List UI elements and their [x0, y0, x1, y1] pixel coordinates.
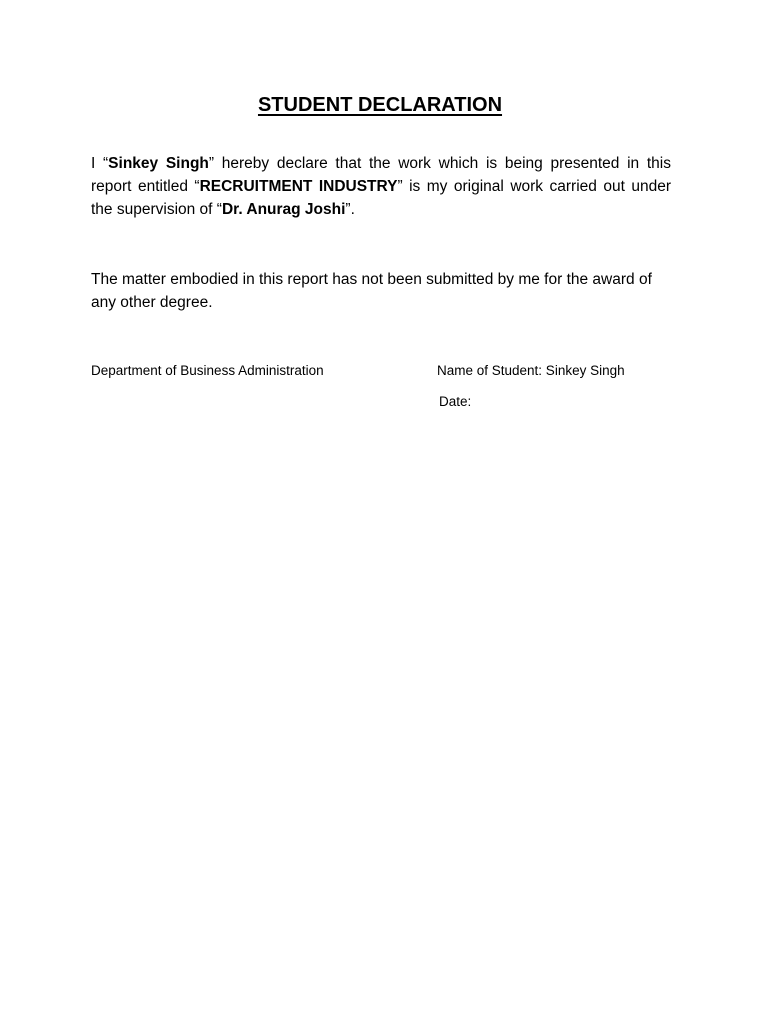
department-label: Department of Business Administration: [91, 363, 324, 378]
declaration-text-2: ” is my original work carried out under the supervision of “: [91, 178, 671, 218]
declaration-text-1: ” hereby declare that the work which is being presented in this report entitled “: [91, 155, 671, 195]
report-title: RECRUITMENT INDUSTRY: [199, 178, 398, 195]
page-title: STUDENT DECLARATION: [257, 94, 503, 116]
supervisor-name: Dr. Anurag Joshi: [221, 201, 346, 218]
declaration-suffix: ”.: [345, 201, 355, 218]
date-label: Date:: [439, 394, 472, 409]
non-submission-paragraph: The matter embodied in this report has not been submitted by me for the award of any other degree.: [91, 271, 652, 311]
student-name: Sinkey Singh: [108, 155, 209, 172]
declaration-prefix: I “: [91, 155, 109, 172]
student-name-label: Name of Student: Sinkey Singh: [437, 363, 625, 378]
declaration-paragraph: [91, 152, 671, 221]
